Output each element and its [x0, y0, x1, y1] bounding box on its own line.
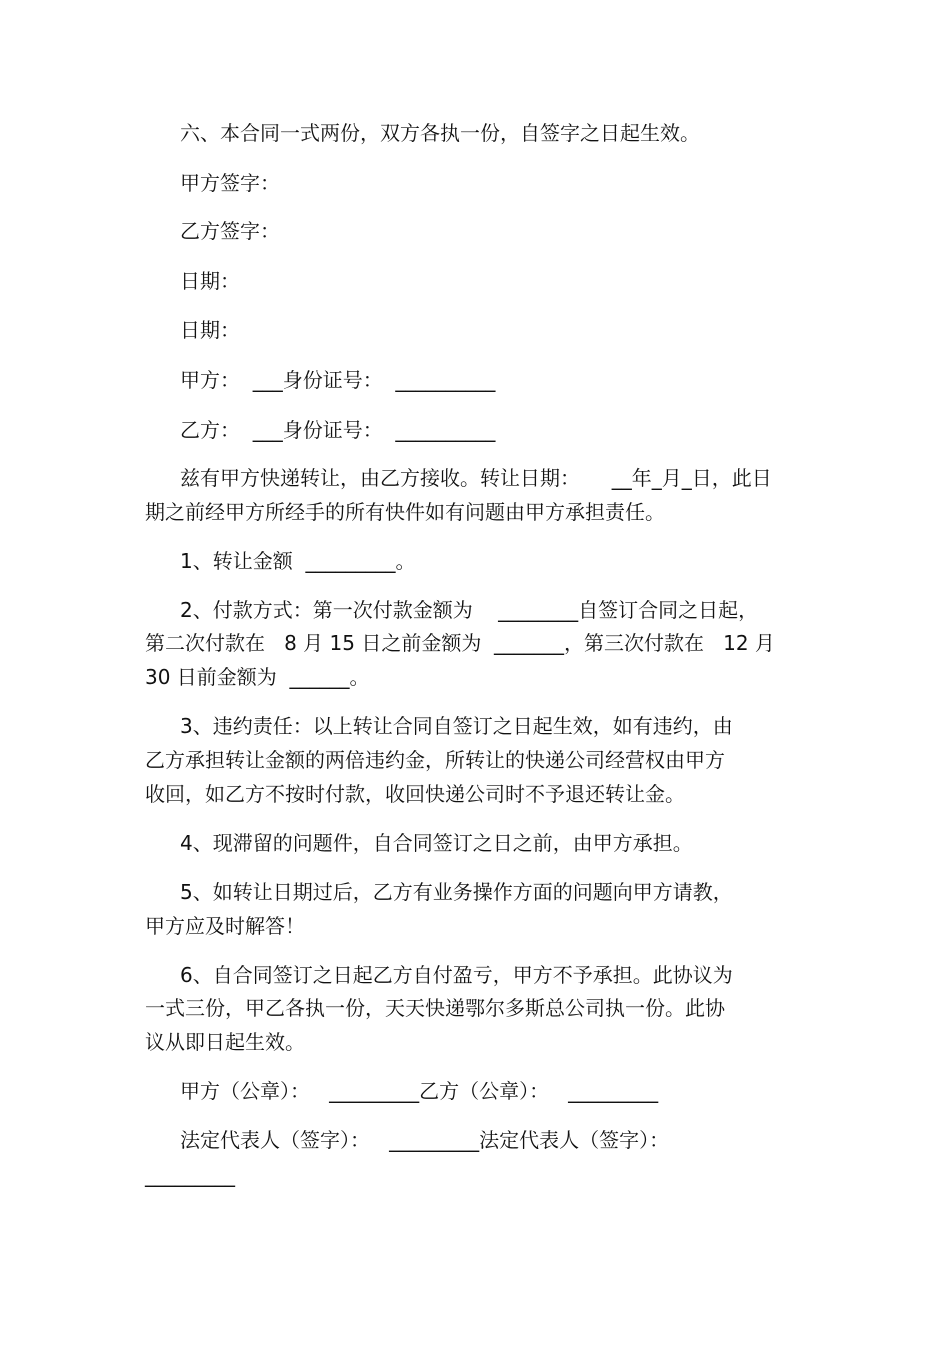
item-2-line-3: 30 日前金额为 ______。 — [145, 665, 370, 689]
party-b-id-line: 乙方： ___身份证号： __________ — [180, 418, 496, 442]
item-5-line-1: 5、如转让日期过后，乙方有业务操作方面的问题向甲方请教， — [180, 880, 733, 904]
intro-line-2: 期之前经甲方所经手的所有快件如有问题由甲方承担责任。 — [145, 500, 665, 524]
item-6-line-1: 6、自合同签订之日起乙方自付盈亏，甲方不予承担。此协议为 — [180, 963, 733, 987]
company-seal-line: 甲方（公章）： _________乙方（公章）： _________ — [180, 1079, 659, 1103]
legal-representative-line: 法定代表人（签字）： _________法定代表人（签字）： — [180, 1128, 670, 1152]
clause-six: 六、本合同一式两份，双方各执一份，自签字之日起生效。 — [180, 121, 700, 145]
party-a-id-line: 甲方： ___身份证号： __________ — [180, 368, 496, 392]
date-label-2: 日期： — [180, 318, 240, 342]
legal-representative-blank: _________ — [145, 1163, 235, 1187]
item-2-line-2: 第二次付款在 8 月 15 日之前金额为 _______，第三次付款在 12 月 — [145, 631, 775, 655]
party-a-signature-label: 甲方签字： — [180, 171, 280, 195]
item-4: 4、现滞留的问题件，自合同签订之日之前，由甲方承担。 — [180, 831, 693, 855]
intro-line-1: 兹有甲方快递转让，由乙方接收。转让日期： __年_月_日，此日 — [180, 466, 772, 490]
item-3-line-2: 乙方承担转让金额的两倍违约金，所转让的快递公司经营权由甲方 — [145, 748, 725, 772]
item-2-line-1: 2、付款方式：第一次付款金额为 ________自签订合同之日起， — [180, 598, 759, 622]
item-6-line-3: 议从即日起生效。 — [145, 1030, 305, 1054]
party-b-signature-label: 乙方签字： — [180, 219, 280, 243]
item-1: 1、转让金额 _________。 — [180, 549, 416, 573]
item-6-line-2: 一式三份，甲乙各执一份，天天快递鄂尔多斯总公司执一份。此协 — [145, 996, 725, 1020]
item-3-line-3: 收回，如乙方不按时付款，收回快递公司时不予退还转让金。 — [145, 782, 685, 806]
item-3-line-1: 3、违约责任：以上转让合同自签订之日起生效，如有违约，由 — [180, 714, 733, 738]
item-5-line-2: 甲方应及时解答！ — [145, 914, 305, 938]
date-label-1: 日期： — [180, 269, 240, 293]
